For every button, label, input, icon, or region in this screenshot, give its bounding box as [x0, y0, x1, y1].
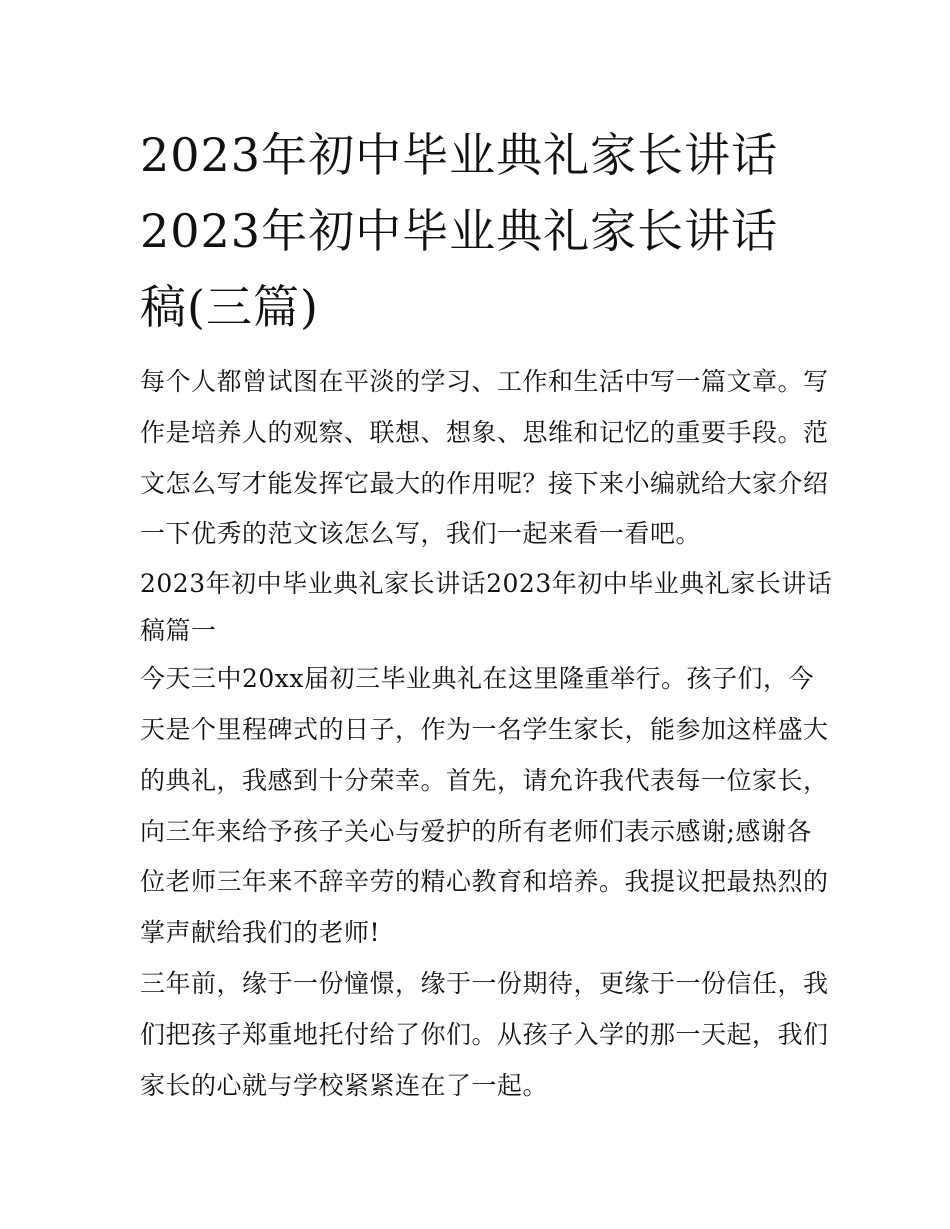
text-line: 今天三中20xx届初三毕业典礼在这里隆重举行。孩子们，今 — [140, 664, 815, 694]
text-line: 稿篇一 — [140, 616, 217, 646]
intro-paragraph — [140, 357, 829, 560]
text-line: 掌声献给我们的老师! — [140, 918, 381, 948]
text-line: 的典礼，我感到十分荣幸。首先，请允许我代表每一位家长， — [140, 765, 829, 795]
text-line: 每个人都曾试图在平淡的学习、工作和生活中写一篇文章。写 — [140, 367, 829, 396]
section-heading — [140, 560, 833, 654]
text-line: 位老师三年来不辞辛劳的精心教育和培养。我提议把最热烈的 — [140, 867, 829, 897]
text-line: 一下优秀的范文该怎么写，我们一起来看一看吧。 — [140, 519, 702, 549]
text-line: 们把孩子郑重地托付给了你们。从孩子入学的那一天起，我们 — [140, 1019, 829, 1049]
body-paragraph-1 — [140, 654, 829, 959]
document-title — [140, 117, 812, 345]
text-line: 向三年来给予孩子关心与爱护的所有老师们表示感谢;感谢各 — [140, 816, 812, 846]
text-line: 家长的心就与学校紧紧连在了一起。 — [140, 1070, 549, 1100]
text-line: 2023年初中毕业典礼家长讲话2023年初中毕业典礼家长讲话 — [140, 569, 833, 599]
title-line: 2023年初中毕业典礼家长讲话 — [140, 128, 779, 182]
title-line: 稿(三篇) — [140, 280, 319, 334]
text-line: 天是个里程碑式的日子，作为一名学生家长，能参加这样盛大 — [140, 714, 829, 744]
text-line: 作是培养人的观察、联想、想象、思维和记忆的重要手段。范 — [140, 417, 829, 447]
body-paragraph-2 — [140, 959, 829, 1111]
document-body — [140, 117, 833, 1111]
text-line: 文怎么写才能发挥它最大的作用呢？接下来小编就给大家介绍 — [140, 468, 829, 498]
text-line: 三年前，缘于一份憧憬，缘于一份期待，更缘于一份信任，我 — [140, 968, 829, 998]
title-line: 2023年初中毕业典礼家长讲话 — [140, 204, 779, 258]
